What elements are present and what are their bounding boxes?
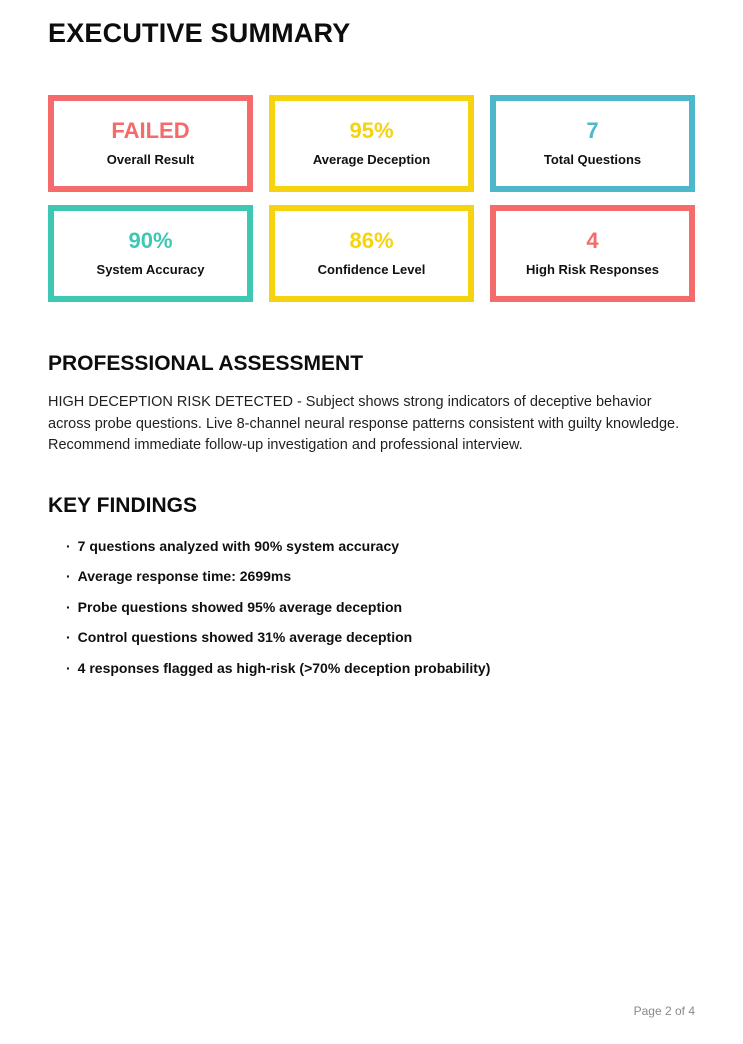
finding-item — [66, 599, 695, 615]
stat-label: Overall Result — [106, 152, 195, 167]
stat-card-total-questions — [490, 95, 695, 192]
finding-text: Probe questions showed 95% average deception — [77, 598, 403, 615]
stat-label: Total Questions — [543, 152, 642, 167]
stat-value: FAILED — [111, 118, 190, 143]
assessment-body: HIGH DECEPTION RISK DETECTED - Subject shows strong indicators of deceptive behavior across probe questions. Live 8-channel neural response patterns consistent with guilty knowledge. Recommend immediate follow-up investigation and professional interview. — [48, 394, 680, 453]
finding-text: 4 responses flagged as high-risk (>70% deception probability) — [77, 659, 491, 676]
finding-text: Control questions showed 31% average deception — [77, 629, 413, 645]
stat-label: High Risk Responses — [526, 262, 659, 277]
finding-text: 7 questions analyzed with 90% system accuracy — [77, 537, 400, 554]
stat-value: 90% — [128, 228, 173, 253]
finding-item — [66, 629, 695, 645]
finding-item — [66, 660, 695, 676]
stat-card-high-risk-responses — [490, 205, 695, 302]
findings-heading: KEY FINDINGS — [48, 493, 197, 517]
page-title: EXECUTIVE SUMMARY — [48, 18, 351, 48]
stat-value: 4 — [586, 228, 599, 253]
bullet-dot: · — [66, 659, 71, 676]
stat-cards-grid — [48, 95, 695, 302]
bullet-dot: · — [66, 568, 71, 584]
stat-value: 86% — [349, 228, 394, 253]
findings-list — [48, 538, 695, 676]
stat-label: Confidence Level — [317, 262, 426, 277]
finding-text: Average response time: 2699ms — [77, 568, 292, 584]
stat-card-confidence-level — [269, 205, 474, 302]
stat-card-system-accuracy — [48, 205, 253, 302]
page-number: Page 2 of 4 — [633, 1004, 695, 1018]
finding-item — [66, 568, 695, 584]
finding-item — [66, 538, 695, 554]
bullet-dot: · — [66, 598, 71, 615]
stat-card-average-deception — [269, 95, 474, 192]
stat-label: Average Deception — [312, 152, 431, 167]
stat-value: 7 — [586, 118, 599, 143]
stat-value: 95% — [349, 118, 394, 143]
bullet-dot: · — [66, 537, 71, 554]
stat-label: System Accuracy — [96, 262, 205, 277]
bullet-dot: · — [66, 629, 71, 645]
stat-card-overall-result — [48, 95, 253, 192]
assessment-heading: PROFESSIONAL ASSESSMENT — [48, 352, 364, 375]
